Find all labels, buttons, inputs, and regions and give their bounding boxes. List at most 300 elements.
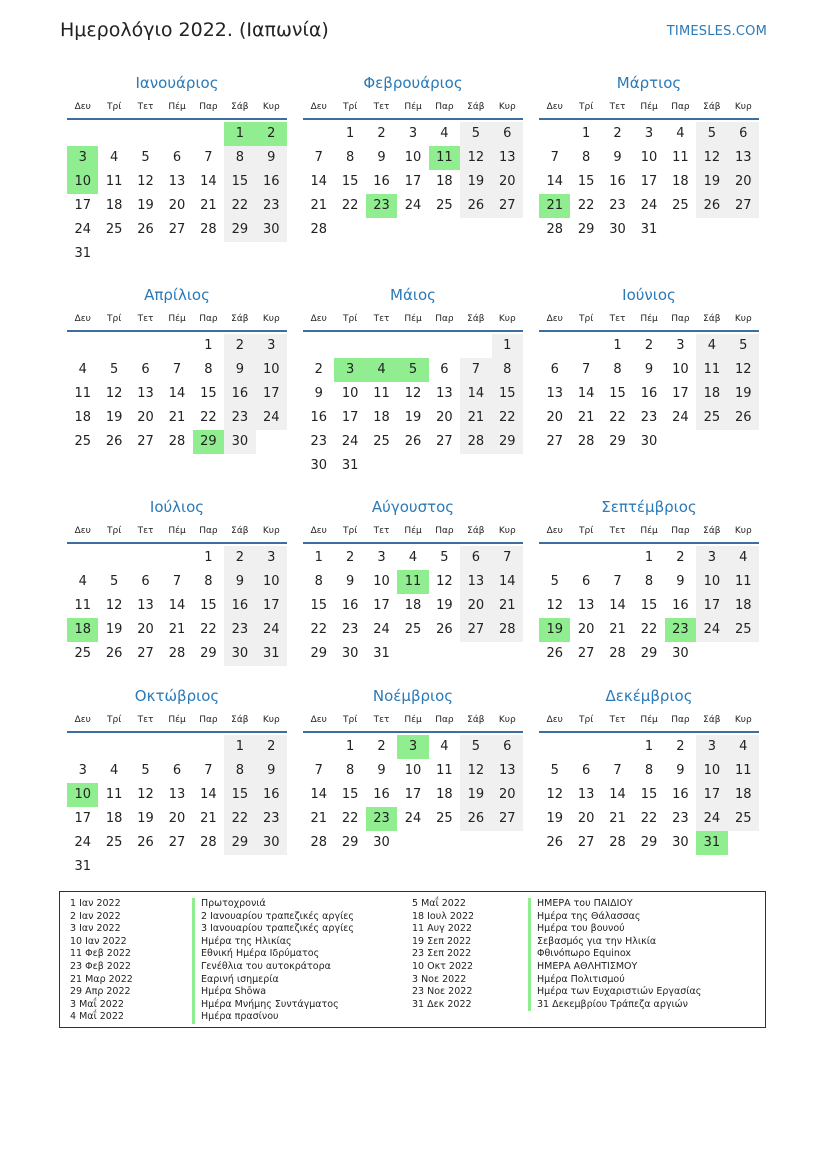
- day-cell: 3: [676, 338, 685, 353]
- holiday-day-cell: 10: [67, 170, 98, 194]
- day-cell: 24: [696, 807, 727, 831]
- day-cell: 15: [200, 598, 217, 613]
- day-cell: 11: [672, 150, 689, 165]
- legend-date: 10 Ιαν 2022: [70, 935, 127, 947]
- weekday-label: Τρί: [579, 102, 594, 112]
- day-cell: 12: [404, 386, 422, 401]
- day-cell: 22: [341, 811, 359, 826]
- day-cell: 7: [204, 763, 213, 778]
- weekday-label: Παρ: [435, 715, 454, 725]
- day-cell: 28: [200, 835, 217, 850]
- site-link[interactable]: TIMESLES.COM: [666, 24, 767, 39]
- day-grid: [303, 544, 523, 666]
- day-cell: 29: [577, 222, 595, 237]
- weekday-label: Σάβ: [231, 102, 249, 112]
- day-cell: 30: [256, 831, 287, 855]
- day-cell: 29: [224, 218, 255, 242]
- empty-day-cell: [130, 122, 161, 146]
- day-cell: 25: [74, 646, 91, 661]
- day-cell: 16: [256, 170, 287, 194]
- day-cell: 1: [644, 550, 654, 565]
- day-cell: 16: [373, 174, 390, 189]
- month-block: [303, 494, 523, 666]
- day-cell: 3: [644, 126, 654, 141]
- weekday-label: Τρί: [343, 526, 358, 536]
- day-cell: 26: [137, 835, 154, 850]
- day-cell: 5: [141, 150, 150, 165]
- day-cell: 17: [74, 198, 91, 213]
- day-cell: 15: [200, 386, 217, 401]
- day-cell: 8: [224, 146, 255, 170]
- day-cell: 24: [373, 622, 390, 637]
- day-cell: 27: [436, 434, 453, 449]
- month-block: [303, 282, 523, 478]
- day-cell: 7: [492, 546, 523, 570]
- holiday-legend: [59, 891, 766, 1028]
- day-cell: 10: [341, 386, 359, 401]
- day-cell: 22: [492, 406, 523, 430]
- day-cell: 28: [168, 646, 186, 661]
- day-cell: 2: [224, 546, 255, 570]
- weekday-label: Σάβ: [703, 526, 721, 536]
- month-block: [303, 70, 523, 242]
- month-name: Δεκέμβριος: [605, 687, 693, 705]
- day-cell: 3: [377, 550, 386, 565]
- legend-date: 23 Φεβ 2022: [70, 960, 131, 972]
- legend-dates-col-1: [70, 898, 133, 1024]
- day-cell: 1: [613, 338, 622, 353]
- day-cell: 22: [200, 622, 217, 637]
- day-cell: 28: [577, 434, 595, 449]
- day-cell: 16: [224, 382, 255, 406]
- day-cell: 21: [609, 811, 626, 826]
- day-cell: 18: [436, 787, 453, 802]
- empty-day-cell: [98, 546, 129, 570]
- month-block: [539, 494, 759, 666]
- weekday-label: Τρί: [343, 102, 358, 112]
- day-cell: 21: [577, 410, 595, 425]
- weekday-label: Πέμ: [168, 715, 186, 725]
- weekday-label: Σάβ: [467, 715, 485, 725]
- day-cell: 9: [345, 574, 355, 589]
- day-cell: 5: [141, 763, 150, 778]
- weekday-label: Τετ: [373, 314, 390, 324]
- holiday-day-cell: 19: [539, 618, 570, 642]
- weekday-label: Παρ: [199, 102, 218, 112]
- day-cell: 24: [256, 618, 287, 642]
- legend-date: 23 Σεπ 2022: [412, 948, 472, 960]
- day-cell: 9: [644, 362, 654, 377]
- day-grid: [303, 733, 523, 855]
- day-cell: 19: [404, 410, 422, 425]
- day-cell: 10: [256, 570, 287, 594]
- legend-date: 18 Ιουλ 2022: [412, 910, 475, 922]
- day-cell: 15: [640, 787, 658, 802]
- day-cell: 12: [137, 787, 154, 802]
- day-cell: 16: [609, 174, 626, 189]
- legend-holiday-name: Ημέρα Πολιτισμού: [528, 974, 701, 987]
- weekday-label: Σάβ: [467, 102, 485, 112]
- day-cell: 24: [640, 198, 658, 213]
- month-block: [67, 683, 287, 879]
- day-cell: 16: [341, 598, 359, 613]
- month-name: Απρίλιος: [144, 286, 210, 304]
- day-cell: 9: [256, 146, 287, 170]
- day-cell: 13: [577, 598, 595, 613]
- day-cell: 12: [105, 598, 123, 613]
- legend-holiday-name: Εθνική Ημέρα Ιδρύματος: [192, 948, 354, 961]
- day-cell: 13: [460, 570, 491, 594]
- day-cell: 30: [672, 835, 689, 850]
- day-cell: 2: [224, 334, 255, 358]
- day-cell: 29: [200, 646, 217, 661]
- day-cell: 25: [672, 198, 689, 213]
- day-cell: 2: [377, 126, 386, 141]
- day-cell: 31: [256, 642, 287, 666]
- weekday-label: Τετ: [137, 715, 154, 725]
- day-cell: 6: [492, 735, 523, 759]
- holiday-day-cell: 2: [256, 122, 287, 146]
- empty-day-cell: [193, 735, 224, 759]
- legend-date: 4 Μαΐ 2022: [70, 1011, 124, 1023]
- day-cell: 19: [137, 811, 154, 826]
- day-cell: 10: [373, 574, 390, 589]
- day-cell: 6: [492, 122, 523, 146]
- day-cell: 15: [224, 170, 255, 194]
- day-cell: 2: [345, 550, 355, 565]
- day-cell: 30: [373, 835, 390, 850]
- weekday-label: Τετ: [609, 102, 626, 112]
- weekday-label: Πέμ: [640, 715, 658, 725]
- empty-day-cell: [334, 334, 365, 358]
- day-cell: 16: [256, 783, 287, 807]
- legend-date: 29 Απρ 2022: [70, 986, 131, 998]
- weekday-label: Πέμ: [404, 715, 422, 725]
- empty-day-cell: [460, 334, 491, 358]
- legend-holiday-name: Ημέρα του βουνού: [528, 923, 701, 936]
- day-cell: 12: [546, 598, 563, 613]
- day-cell: 14: [609, 598, 626, 613]
- day-cell: 25: [404, 622, 422, 637]
- day-cell: 8: [492, 358, 523, 382]
- empty-day-cell: [130, 735, 161, 759]
- day-cell: 7: [314, 150, 323, 165]
- legend-holiday-name: Σεβασμός για την Ηλικία: [528, 936, 701, 949]
- day-cell: 3: [78, 763, 87, 778]
- legend-holiday-name: ΗΜΕΡΑ ΑΘΛΗΤΙΣΜΟΥ: [528, 961, 701, 974]
- weekday-label: Κυρ: [262, 526, 280, 536]
- day-cell: 10: [404, 763, 422, 778]
- day-grid: [539, 544, 759, 666]
- day-cell: 25: [728, 807, 759, 831]
- day-cell: 21: [200, 198, 217, 213]
- empty-day-cell: [67, 546, 98, 570]
- day-cell: 4: [408, 550, 418, 565]
- day-cell: 29: [341, 835, 359, 850]
- weekday-label: Σάβ: [231, 314, 249, 324]
- day-cell: 19: [728, 382, 759, 406]
- weekday-header: [303, 308, 523, 332]
- day-cell: 26: [460, 194, 491, 218]
- empty-day-cell: [397, 334, 428, 358]
- weekday-label: Παρ: [671, 314, 690, 324]
- day-cell: 3: [256, 334, 287, 358]
- day-grid: [303, 332, 523, 478]
- weekday-label: Πέμ: [640, 102, 658, 112]
- day-cell: 20: [460, 594, 491, 618]
- day-cell: 13: [728, 146, 759, 170]
- month-name: Αύγουστος: [371, 498, 455, 516]
- month-name: Φεβρουάριος: [363, 74, 463, 92]
- day-cell: 12: [460, 146, 491, 170]
- weekday-label: Δευ: [310, 526, 327, 536]
- day-cell: 24: [74, 222, 91, 237]
- weekday-header: [539, 96, 759, 120]
- weekday-label: Τρί: [579, 715, 594, 725]
- day-cell: 8: [644, 763, 654, 778]
- day-cell: 2: [644, 338, 654, 353]
- day-cell: 31: [74, 859, 91, 874]
- empty-day-cell: [98, 334, 129, 358]
- empty-day-cell: [161, 735, 192, 759]
- day-cell: 9: [377, 150, 386, 165]
- legend-holiday-name: Ημέρα της Ηλικίας: [192, 936, 354, 949]
- month-block: [67, 70, 287, 266]
- day-cell: 20: [137, 410, 154, 425]
- day-cell: 17: [640, 174, 658, 189]
- weekday-label: Πέμ: [168, 102, 186, 112]
- day-cell: 8: [613, 362, 622, 377]
- day-cell: 20: [492, 170, 523, 194]
- day-cell: 22: [577, 198, 595, 213]
- weekday-label: Παρ: [199, 526, 218, 536]
- day-cell: 26: [137, 222, 154, 237]
- day-cell: 21: [310, 811, 327, 826]
- legend-names-col-1: [192, 898, 354, 1024]
- day-cell: 17: [373, 598, 390, 613]
- day-cell: 9: [256, 759, 287, 783]
- weekday-label: Σάβ: [703, 102, 721, 112]
- day-cell: 18: [728, 783, 759, 807]
- day-cell: 10: [256, 358, 287, 382]
- weekday-label: Τρί: [343, 715, 358, 725]
- day-cell: 10: [640, 150, 658, 165]
- weekday-header: [67, 709, 287, 733]
- weekday-label: Τετ: [373, 715, 390, 725]
- day-cell: 13: [577, 787, 595, 802]
- month-name: Νοέμβριος: [372, 687, 454, 705]
- day-cell: 20: [137, 622, 154, 637]
- day-cell: 9: [314, 386, 323, 401]
- day-cell: 23: [672, 811, 689, 826]
- holiday-day-cell: 11: [429, 146, 460, 170]
- day-cell: 26: [105, 646, 123, 661]
- day-cell: 17: [256, 382, 287, 406]
- weekday-label: Κυρ: [734, 526, 752, 536]
- calendar-grid: [67, 70, 761, 874]
- day-cell: 28: [546, 222, 563, 237]
- day-cell: 23: [341, 622, 359, 637]
- day-cell: 23: [310, 434, 327, 449]
- day-cell: 4: [109, 150, 119, 165]
- day-cell: 6: [581, 763, 591, 778]
- weekday-label: Τετ: [609, 715, 626, 725]
- weekday-label: Παρ: [199, 715, 218, 725]
- day-grid: [539, 733, 759, 855]
- holiday-day-cell: 29: [193, 430, 224, 454]
- day-cell: 27: [168, 222, 186, 237]
- day-cell: 11: [696, 358, 727, 382]
- day-cell: 11: [728, 759, 759, 783]
- day-cell: 6: [460, 546, 491, 570]
- day-cell: 1: [224, 735, 255, 759]
- weekday-label: Παρ: [671, 715, 690, 725]
- holiday-day-cell: 18: [67, 618, 98, 642]
- day-cell: 1: [345, 739, 355, 754]
- day-cell: 20: [436, 410, 453, 425]
- legend-date: 3 Μαΐ 2022: [70, 998, 124, 1010]
- legend-holiday-name: Πρωτοχρονιά: [192, 898, 354, 911]
- day-cell: 20: [168, 811, 186, 826]
- legend-date: 10 Οκτ 2022: [412, 960, 474, 972]
- weekday-label: Σάβ: [231, 526, 249, 536]
- weekday-label: Κυρ: [734, 715, 752, 725]
- page-title: Ημερολόγιο 2022. (Ιαπωνία): [60, 19, 329, 41]
- day-cell: 26: [404, 434, 422, 449]
- day-cell: 4: [728, 735, 759, 759]
- day-cell: 21: [310, 198, 327, 213]
- day-cell: 16: [224, 594, 255, 618]
- day-cell: 27: [137, 434, 154, 449]
- day-cell: 4: [78, 574, 87, 589]
- day-cell: 26: [546, 835, 563, 850]
- weekday-label: Τρί: [107, 715, 122, 725]
- day-cell: 24: [696, 618, 727, 642]
- day-cell: 6: [141, 362, 150, 377]
- weekday-label: Δευ: [74, 526, 91, 536]
- day-cell: 5: [550, 763, 559, 778]
- day-cell: 22: [640, 622, 658, 637]
- holiday-day-cell: 10: [67, 783, 98, 807]
- day-cell: 22: [224, 194, 255, 218]
- weekday-label: Κυρ: [734, 314, 752, 324]
- day-cell: 28: [609, 835, 626, 850]
- legend-names-col-2: [528, 898, 701, 1011]
- day-cell: 1: [204, 550, 213, 565]
- day-cell: 23: [256, 807, 287, 831]
- day-cell: 22: [609, 410, 626, 425]
- day-cell: 1: [581, 126, 591, 141]
- weekday-label: Πέμ: [168, 526, 186, 536]
- day-cell: 19: [436, 598, 453, 613]
- day-cell: 13: [137, 598, 154, 613]
- day-cell: 12: [105, 386, 123, 401]
- day-cell: 5: [109, 574, 119, 589]
- weekday-label: Δευ: [310, 314, 327, 324]
- day-cell: 27: [137, 646, 154, 661]
- holiday-day-cell: 5: [397, 358, 428, 382]
- empty-day-cell: [130, 334, 161, 358]
- empty-day-cell: [67, 735, 98, 759]
- day-cell: 25: [696, 406, 727, 430]
- day-cell: 8: [345, 763, 355, 778]
- legend-holiday-name: Γενέθλια του αυτοκράτορα: [192, 961, 354, 974]
- empty-day-cell: [539, 122, 570, 146]
- legend-date: 1 Ιαν 2022: [70, 898, 121, 909]
- empty-day-cell: [570, 334, 601, 358]
- day-cell: 11: [74, 386, 91, 401]
- day-cell: 15: [341, 787, 359, 802]
- day-cell: 22: [640, 811, 658, 826]
- day-cell: 28: [310, 835, 327, 850]
- weekday-label: Σάβ: [467, 526, 485, 536]
- day-cell: 30: [224, 430, 255, 454]
- day-cell: 26: [105, 434, 123, 449]
- day-cell: 16: [310, 410, 327, 425]
- day-cell: 2: [613, 126, 622, 141]
- holiday-day-cell: 23: [665, 618, 696, 642]
- day-cell: 11: [728, 570, 759, 594]
- empty-day-cell: [570, 735, 601, 759]
- day-cell: 17: [74, 811, 91, 826]
- day-cell: 18: [436, 174, 453, 189]
- empty-day-cell: [303, 334, 334, 358]
- weekday-label: Δευ: [74, 102, 91, 112]
- day-cell: 18: [74, 410, 91, 425]
- day-cell: 6: [440, 362, 449, 377]
- day-cell: 30: [256, 218, 287, 242]
- day-cell: 20: [577, 811, 595, 826]
- day-cell: 5: [460, 122, 491, 146]
- empty-day-cell: [67, 334, 98, 358]
- day-cell: 19: [696, 170, 727, 194]
- day-cell: 14: [310, 787, 327, 802]
- day-cell: 1: [492, 334, 523, 358]
- day-cell: 6: [172, 150, 182, 165]
- day-cell: 13: [492, 759, 523, 783]
- day-cell: 18: [105, 811, 123, 826]
- day-cell: 19: [460, 170, 491, 194]
- day-cell: 14: [168, 598, 186, 613]
- day-cell: 27: [168, 835, 186, 850]
- day-cell: 31: [373, 646, 390, 661]
- day-cell: 5: [550, 574, 559, 589]
- day-cell: 2: [676, 550, 685, 565]
- month-name: Ιούλιος: [149, 498, 205, 516]
- month-block: [67, 494, 287, 666]
- day-cell: 26: [546, 646, 563, 661]
- legend-holiday-name: Ημέρα Shōwa: [192, 986, 354, 999]
- weekday-header: [539, 709, 759, 733]
- weekday-header: [303, 96, 523, 120]
- weekday-label: Σάβ: [703, 314, 721, 324]
- day-cell: 29: [310, 646, 327, 661]
- day-cell: 13: [137, 386, 154, 401]
- day-cell: 12: [696, 146, 727, 170]
- day-cell: 7: [172, 574, 182, 589]
- day-cell: 24: [256, 406, 287, 430]
- day-cell: 15: [341, 174, 359, 189]
- weekday-label: Πέμ: [168, 314, 186, 324]
- day-cell: 3: [696, 735, 727, 759]
- day-cell: 11: [373, 386, 390, 401]
- weekday-label: Σάβ: [231, 715, 249, 725]
- holiday-day-cell: 3: [67, 146, 98, 170]
- day-cell: 19: [460, 783, 491, 807]
- holiday-day-cell: 3: [334, 358, 365, 382]
- day-cell: 7: [204, 150, 213, 165]
- day-cell: 16: [672, 787, 689, 802]
